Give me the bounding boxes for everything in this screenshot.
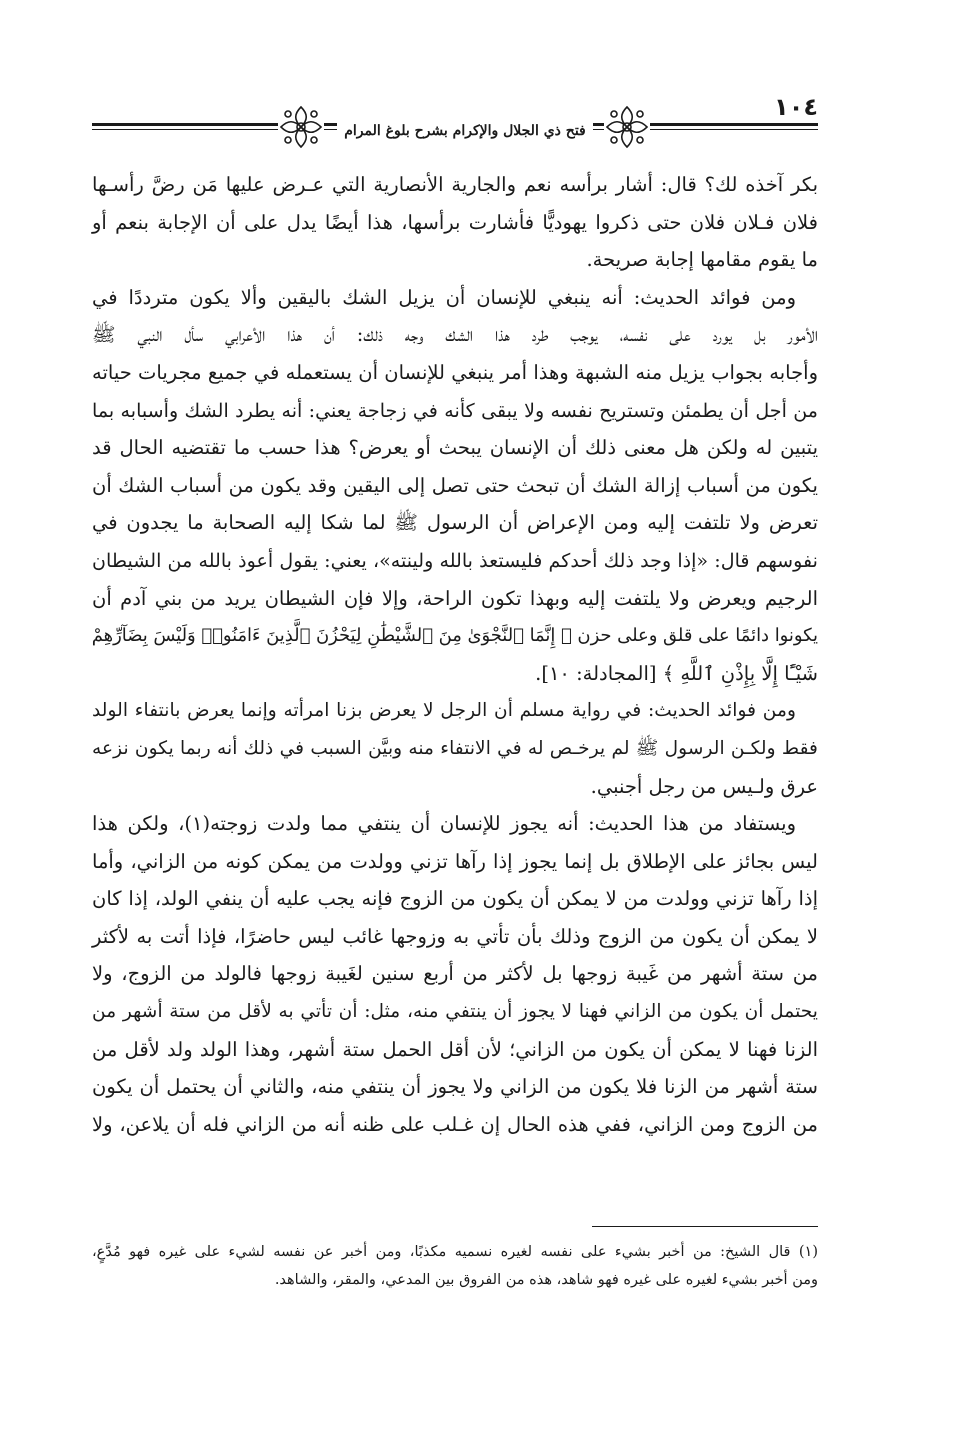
body-line: ليس بجائز على الإطلاق بل إنما يجوز إذا رآها تزني وولدت من يمكن كونه من الزاني، وأما <box>92 849 818 873</box>
body-text <box>92 166 818 1143</box>
body-line: إذا رآها تزني وولدت من لا يمكن أن يكون من الزوج فإنه يجب عليه أن ينفي الولد، إذا كان <box>92 887 818 911</box>
page-number: ١٠٤ <box>768 92 818 122</box>
body-line: ستة أشهر من الزنا فلا يكون من الزاني ولا يجوز أن ينتفي منه، والثاني أن يحتمل أن يكون <box>92 1075 818 1099</box>
body-line: شَيْـًٔا إِلَّا بِإِذْنِ ٱللَّهِ ﴾ [المجادلة: ١٠]. <box>535 661 818 685</box>
body-line: ما يقوم مقامها إجابة صريحة. <box>586 248 818 272</box>
body-line: من أجل أن يطمئن وتستريح نفسه ولا يبقى كأنه في زجاجة يعني: أنه يطرد الشك وأسبابه بما <box>92 398 818 422</box>
body-line: عرق ولـيس من رجل أجنبي. <box>590 774 818 798</box>
floral-ornament-icon <box>278 104 324 150</box>
body-line: ومن فوائد الحديث: في رواية مسلم أن الرجل لا يعرض بزنا امرأته وإنما يعرض بانتفاء الولد <box>92 700 796 722</box>
body-line: يتبين له ولكن هل معنى ذلك أن الإنسان يبحث أو يعرض؟ هذا حسب ما تقتضيه الحال قد <box>92 436 818 460</box>
footnote <box>92 1238 818 1294</box>
footnote-separator <box>592 1226 818 1227</box>
body-line: الأمور بل يورد على نفسه، يوجب طرد هذا الشك وجه ذلك: أن هذا الأعرابي سأل النبي ﷺ <box>92 323 818 347</box>
body-line: وأجابه بجواب يزيل منه الشبهة وهذا أمر ينبغي للإنسان أن يستعمله في جميع مجريات حياته <box>92 360 818 384</box>
body-line: فقط ولكـن الرسول ﷺ لم يرخـص له في الانتفاء منه وبيَّن السبب في ذلك أنه ربما يكون نزعه <box>92 737 818 759</box>
footnote-line: (١) قال الشيخ: من أخبر بشيء على نفسه لغيره نسميه مكذبًا، ومن أخبر عن نفسه لشيء على غيره فهو مُدَّعٍ، <box>92 1244 818 1260</box>
running-title: فتح ذي الجلال والإكرام بشرح بلوغ المرام <box>337 122 593 140</box>
page-header <box>92 92 818 154</box>
body-line: فلان فـلان فلان حتى ذكروا يهوديًّا فأشارت برأسها، هذا أيضًا يدل على أن الإجابة بنعم أو <box>92 210 818 234</box>
body-line: يحتمل أن يكون من الزاني فهنا لا يجوز أن ينتفي منه، مثل: أن تأتي به لأقل من ستة أشهر من <box>92 1001 818 1023</box>
footnote-line: ومن أخبر بشيء لغيره على غيره فهو شاهد، هذه من الفروق بين المدعي، والمقر، والشاهد. <box>274 1272 818 1288</box>
body-line: يكون من أسباب إزالة الشك أن تبحث حتى تصل إلى اليقين وقد يكون من أسباب الشك أن <box>92 473 818 497</box>
body-line: بكر آخذه لك؟ قال: أشار برأسه نعم والجارية الأنصارية التي عـرض عليها مَن رضَّ رأسـها <box>92 173 819 196</box>
body-line: من الزوج ومن الزاني، ففي هذه الحال إن غـلب على ظنه أنه من الزاني فله أن يلاعن، ولا <box>92 1112 818 1136</box>
body-line: نفوسهم قال: «إذا وجد ذلك أحدكم فليستعذ بالله ولينته»، يعني: يقول أعوذ بالله من الشيطان <box>92 548 818 572</box>
body-line: لا يمكن أن يكون من الزوج وذلك بأن تأتي به وزوجها غائب ليس حاضرًا، فإذا أتت به لأكثر <box>92 924 818 948</box>
body-line: الرجيم ويعرض ولا يلتفت إليه وبهذا تكون الراحة، وإلا فإن الشيطان يريد من بني آدم أن <box>92 586 818 610</box>
body-line: يكونوا دائمًا على قلق وعلى حزن ﴿ إِنَّمَا ٱلنَّجْوَىٰ مِنَ ٱلشَّيْطَٰنِ لِيَحْزُنَ ٱلَّذِينَ ءَامَنُوا۟ وَلَيْسَ بِضَآرِّهِمْ <box>91 625 818 647</box>
body-line: من ستة أشهر من غَيبة زوجها بل لأكثر من أربع سنين لغَيبة زوجها فالولد من الزوج، ولا <box>92 962 818 986</box>
body-line: الزنا فهنا لا يمكن أن يكون من الزاني؛ لأن أقل الحمل ستة أشهر، وهذا الولد ولد لأقل من <box>92 1037 818 1061</box>
body-line: ومن فوائد الحديث: أنه ينبغي للإنسان أن يزيل الشك باليقين وألا يكون مترددًا في <box>92 285 796 309</box>
body-line: ويستفاد من هذا الحديث: أنه يجوز للإنسان أن ينتفي مما ولدت زوجته(١)، ولكن هذا <box>92 812 796 836</box>
floral-ornament-icon <box>604 104 650 150</box>
body-line: تعرض ولا تلتفت إليه ومن الإعراض أن الرسول ﷺ لما شكا إليه الصحابة ما يجدون في <box>92 511 818 535</box>
